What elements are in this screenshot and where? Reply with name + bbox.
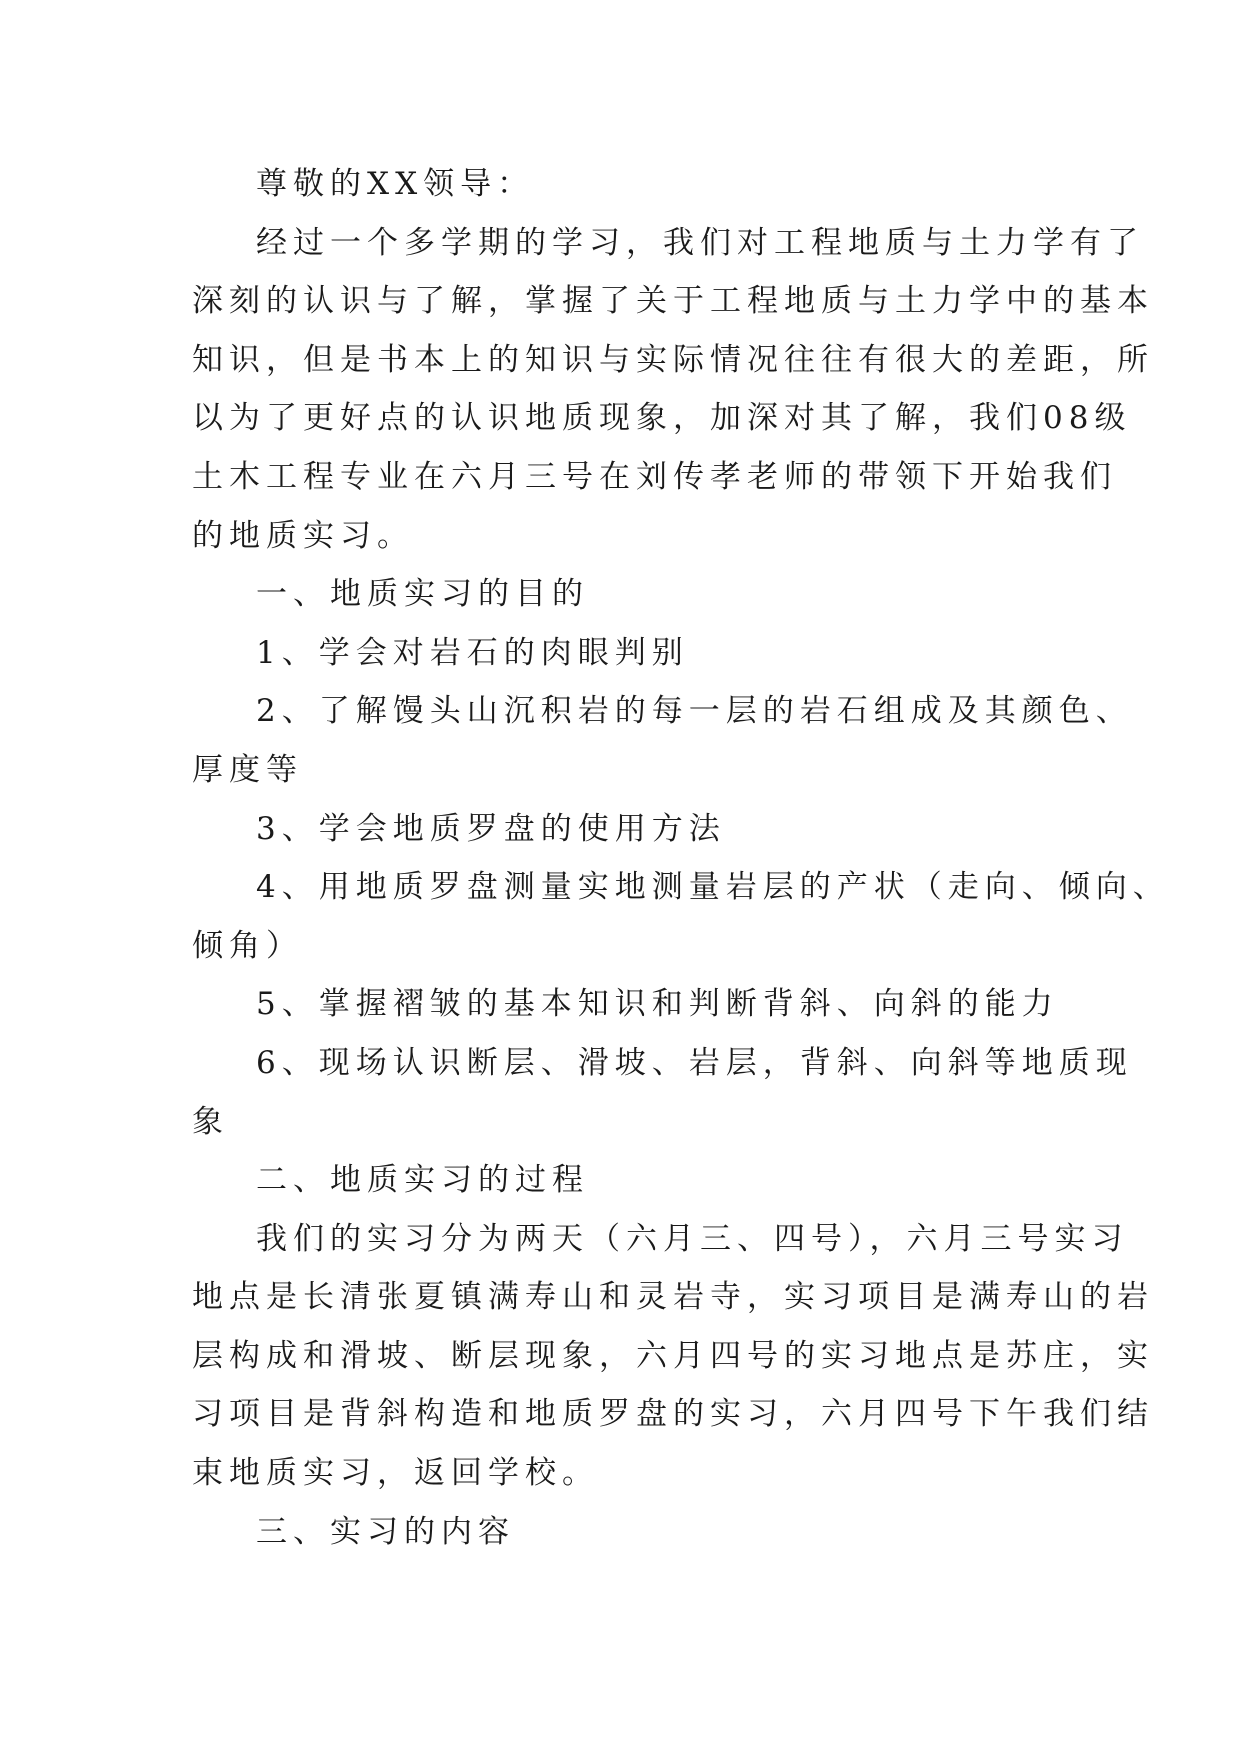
section-heading: 三、实习的内容 — [256, 1513, 515, 1550]
document-body — [192, 155, 1170, 1561]
section-heading: 二、地质实习的过程 — [256, 1162, 589, 1199]
paragraph-line: 我们的实习分为两天（六月三、四号），六月三号实习 — [256, 1220, 1129, 1257]
list-item-continuation: 象 — [192, 1103, 229, 1140]
list-item: 1、学会对岩石的肉眼判别 — [256, 634, 689, 671]
list-item: 4、用地质罗盘测量实地测量岩层的产状（走向、倾向、 — [256, 869, 1170, 906]
paragraph-line: 层构成和滑坡、断层现象，六月四号的实习地点是苏庄，实 — [192, 1337, 1154, 1374]
salutation: 尊敬的XX领导： — [256, 166, 535, 202]
list-item: 6、现场认识断层、滑坡、岩层，背斜、向斜等地质现 — [256, 1044, 1133, 1081]
list-item: 2、了解馒头山沉积岩的每一层的岩石组成及其颜色、 — [256, 693, 1133, 730]
paragraph-line: 经过一个多学期的学习，我们对工程地质与土力学有了 — [256, 224, 1144, 261]
list-item-continuation: 倾角） — [192, 927, 303, 964]
list-item: 3、学会地质罗盘的使用方法 — [256, 810, 726, 847]
paragraph-line: 土木工程专业在六月三号在刘传孝老师的带领下开始我们 — [192, 458, 1117, 495]
paragraph-line: 以为了更好点的认识地质现象，加深对其了解，我们08级 — [192, 400, 1132, 437]
section-heading: 一、地质实习的目的 — [256, 576, 589, 613]
list-item: 5、掌握褶皱的基本知识和判断背斜、向斜的能力 — [256, 986, 1059, 1023]
paragraph-line: 的地质实习。 — [192, 517, 414, 554]
paragraph-line: 习项目是背斜构造和地质罗盘的实习，六月四号下午我们结 — [192, 1396, 1154, 1433]
paragraph-line: 地点是长清张夏镇满寿山和灵岩寺，实习项目是满寿山的岩 — [192, 1279, 1154, 1316]
paragraph-line: 束地质实习，返回学校。 — [192, 1455, 599, 1492]
paragraph-line: 深刻的认识与了解，掌握了关于工程地质与土力学中的基本 — [192, 283, 1154, 320]
list-item-continuation: 厚度等 — [192, 751, 303, 788]
paragraph-line: 知识，但是书本上的知识与实际情况往往有很大的差距，所 — [192, 341, 1154, 378]
